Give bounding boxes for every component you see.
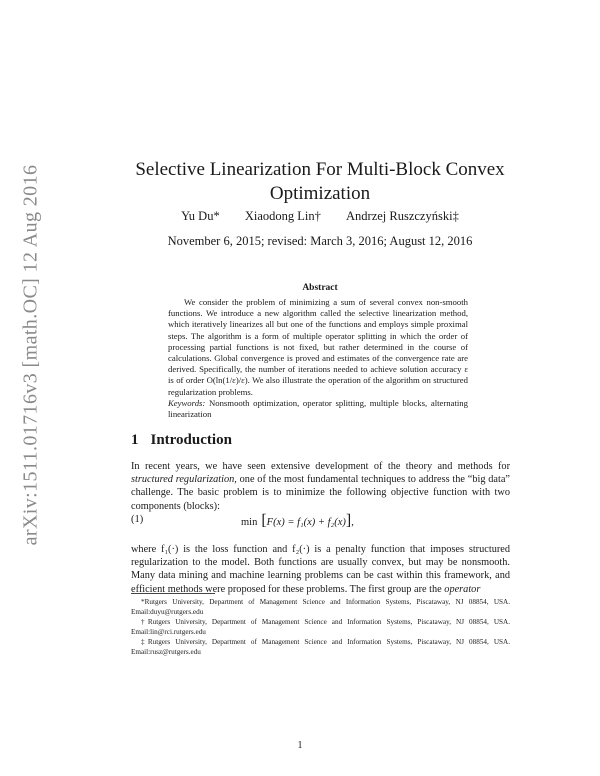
arxiv-identifier-text: arXiv:1511.01716v3 [math.OC] 12 Aug 2016 — [19, 164, 42, 546]
section-heading — [131, 432, 232, 449]
keywords — [168, 398, 468, 420]
para1-text-a: In recent years, we have seen extensive development of the theory and methods for — [131, 461, 510, 472]
section-number: 1 — [131, 432, 139, 448]
author-2: Xiaodong Lin† — [244, 209, 321, 223]
footnote-rule — [131, 593, 215, 594]
abstract-heading: Abstract — [302, 283, 338, 293]
revision-dates: November 6, 2015; revised: March 3, 2016; August 12, 2016 — [167, 234, 473, 248]
section-title: Introduction — [150, 432, 232, 448]
para1-text-b: , one of the most fundamental techniques to address the “big data” challenge. The basic problem is to minimize the following objective function with two components (blocks): — [131, 474, 510, 512]
keywords-label: Keywords: — [168, 398, 206, 408]
author-3: Andrzej Ruszczyński‡ — [346, 209, 459, 223]
footnote-1: *Rutgers University, Department of Management Science and Information Systems, Piscataway, NJ 08854, USA. Email:duyu@rutgers.edu — [131, 598, 510, 616]
para2-text: where f₁(·) is the loss function and f₂(·) is a penalty function that imposes structured regularization to the model. Both functions are usually convex, but may be nonsmooth. Many data mining and machine learning problems can be cast within this framework, and efficient methods were proposed for these problems. The first group are the — [131, 544, 510, 595]
intro-paragraph-1 — [131, 460, 510, 513]
keywords-text: Nonsmooth optimization, operator splitting, multiple blocks, alternating linearization — [168, 398, 468, 420]
page-number: 1 — [297, 740, 303, 751]
intro-paragraph-2 — [131, 543, 510, 596]
footnote-2: †Rutgers University, Department of Management Science and Information Systems, Piscataway, NJ 08854, USA. Email:lin@rci.rutgers.edu — [131, 618, 510, 636]
equation-1 — [131, 512, 510, 532]
footnote-3: ‡Rutgers University, Department of Management Science and Information Systems, Piscataway, NJ 08854, USA. Email:rusz@rutgers.edu — [131, 638, 510, 656]
para2-emphasis: operator — [444, 583, 481, 595]
equation-expression: F(x) = f₁(x) + f₂(x) — [266, 517, 346, 528]
equation-body: min [F(x) = f₁(x) + f₂(x)], — [241, 512, 354, 529]
author-list — [100, 209, 540, 224]
equation-min: min — [241, 517, 258, 528]
para1-emphasis: structured regularization — [131, 474, 235, 486]
abstract-text: We consider the problem of minimizing a sum of several convex non-smooth functions. We introduce a new algorithm called the selective linearization method, which iteratively linearizes all but one of the functions and employs simple proximal steps. The algorithm is a form of multiple operator splitting in which the order of processing partial functions is not fixed, but rather determined in the course of calculations. Global convergence is proved and estimates of the convergence rate are derived. Specifically, the number of iterations needed to achieve solution accuracy ε is of order O(ln(1/ε)/ε). We also illustrate the operation of the algorithm on structured regularization problems. — [168, 297, 468, 397]
equation-number: (1) — [131, 514, 144, 525]
author-1: Yu Du* — [181, 209, 220, 223]
paper-title: Selective Linearization For Multi-Block Convex Optimization — [135, 159, 505, 204]
arxiv-identifier — [6, 135, 56, 575]
